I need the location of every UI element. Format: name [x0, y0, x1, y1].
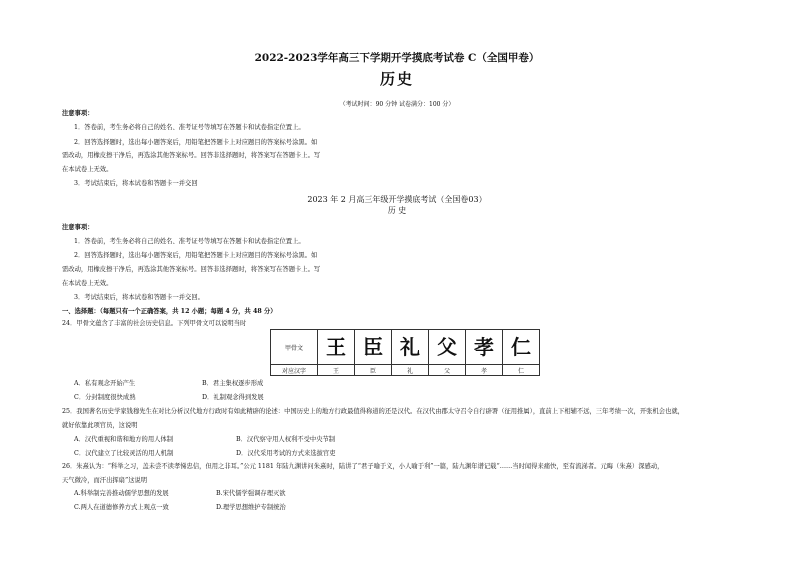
option-d: D．礼制观念得到发展 — [202, 394, 264, 401]
question-stem: 26．朱熹认为：“科举之习，盖未尝不读孝悌忠信，但用之非耳。”公元 1181 年陆九渊讲问朱熹时，陆讲了“君子喻于义，小人喻于利”一篇，陆九渊年谱记载“……当时闻得来痛快，至有流涕者。元晦（朱熹）深感动， — [62, 463, 664, 470]
option-c: C．汉代建立了比较灵活的用人机制 — [74, 450, 174, 457]
note-item: 在本试卷上无效。 — [62, 166, 113, 173]
oracle-glyph: 孝 — [474, 335, 494, 359]
note-item: 3．考试结束后，将本试卷和答题卡一并交回 — [74, 180, 198, 187]
question-stem: 就好依靠此项官员，这说明 — [62, 422, 138, 429]
option-a: A．私有观念开始产生 — [74, 380, 136, 387]
note-item: 2．回答选择题时，选出每小题答案后，用铅笔把答题卡上对应题目的答案标号涂黑。如 — [74, 139, 318, 146]
note-item: 2．回答选择题时，选出每小题答案后，用铅笔把答题卡上对应题目的答案标号涂黑。如 — [74, 252, 318, 259]
note-item: 3．考试结束后，将本试卷和答题卡一并交回。 — [74, 294, 204, 301]
notes-heading: 注意事项： — [62, 224, 94, 231]
table-row-label: 甲骨文 — [271, 330, 318, 365]
exam-title: 2022-2023学年高三下学期开学摸底考试卷 C（全国甲卷） — [254, 52, 540, 64]
option-a: A．汉代重视和谐和地方的用人体制 — [74, 436, 174, 443]
question-stem: 25．我国著名历史学家钱穆先生在对比分析汉代地方行政时有如此精辟的论述：中国历史上的地方行政最值得称道的还是汉代。在汉代由郡太守召令自行辟署（征用推属），直前上下相辅不远，三年考绩一次，开张机会也就， — [62, 408, 684, 415]
notes-heading: 注意事项： — [62, 110, 94, 117]
option-b: B．汉代察守用人权利不受中央节制 — [236, 436, 336, 443]
question-stem: 24．甲骨文蕴含了丰富的社会历史信息。下列甲骨文可以说明当时 — [62, 320, 247, 327]
table-cell: 仁 — [503, 365, 540, 376]
table-cell: 王 — [318, 365, 355, 376]
note-item: 需改动，用橡皮擦干净后，再选涂其他答案标号。回答非选择题时，将答案写在答题卡上。写 — [62, 266, 321, 273]
option-c: C.两人在道德修养方式上观点一致 — [74, 504, 169, 511]
exam-time-score: （考试时间：90 分钟 试卷满分：100 分） — [339, 101, 455, 108]
oracle-glyph: 父 — [437, 335, 457, 359]
note-item: 在本试卷上无效。 — [62, 280, 113, 287]
option-d: D．汉代采用考试的方式来选拔官吏 — [236, 450, 336, 457]
question-stem: 天气微冷，而汗出挥扇”这说明 — [62, 477, 148, 484]
exam2-title: 2023 年 2 月高三年级开学摸底考试（全国卷03） — [307, 195, 487, 204]
note-item: 1．答卷前，考生务必将自己的姓名、准考证号等填写在答题卡和试卷指定位置上。 — [74, 124, 305, 131]
table-cell: 礼 — [392, 365, 429, 376]
note-item: 需改动，用橡皮擦干净后，再选涂其他答案标号。回答非选择题时，将答案写在答题卡上。写 — [62, 152, 321, 159]
table-cell: 孝 — [466, 365, 503, 376]
oracle-glyph: 臣 — [363, 335, 383, 359]
table-cell: 臣 — [355, 365, 392, 376]
note-item: 1．答卷前，考生务必将自己的姓名、准考证号等填写在答题卡和试卷指定位置上。 — [74, 238, 305, 245]
oracle-glyph: 仁 — [511, 335, 531, 359]
option-d: D.理学思想维护专制统治 — [216, 504, 286, 511]
option-a: A.科举制完善推动儒学思想的发展 — [74, 490, 169, 497]
option-c: C．分封制度很快成熟 — [74, 394, 136, 401]
option-b: B.宋代儒学强调存理灭欲 — [216, 490, 286, 497]
section-heading: 一、选择题：（每题只有一个正确答案，共 12 小题；每题 4 分，共 48 分） — [62, 308, 277, 315]
table-row-label: 对应汉字 — [271, 365, 318, 376]
oracle-bone-table — [270, 329, 540, 376]
option-b: B．君主集权逐步形成 — [202, 380, 264, 387]
oracle-glyph: 礼 — [400, 335, 420, 359]
table-cell: 父 — [429, 365, 466, 376]
exam-subject: 历史 — [379, 70, 414, 88]
exam2-subject: 历 史 — [387, 206, 407, 215]
oracle-glyph: 王 — [326, 335, 346, 359]
